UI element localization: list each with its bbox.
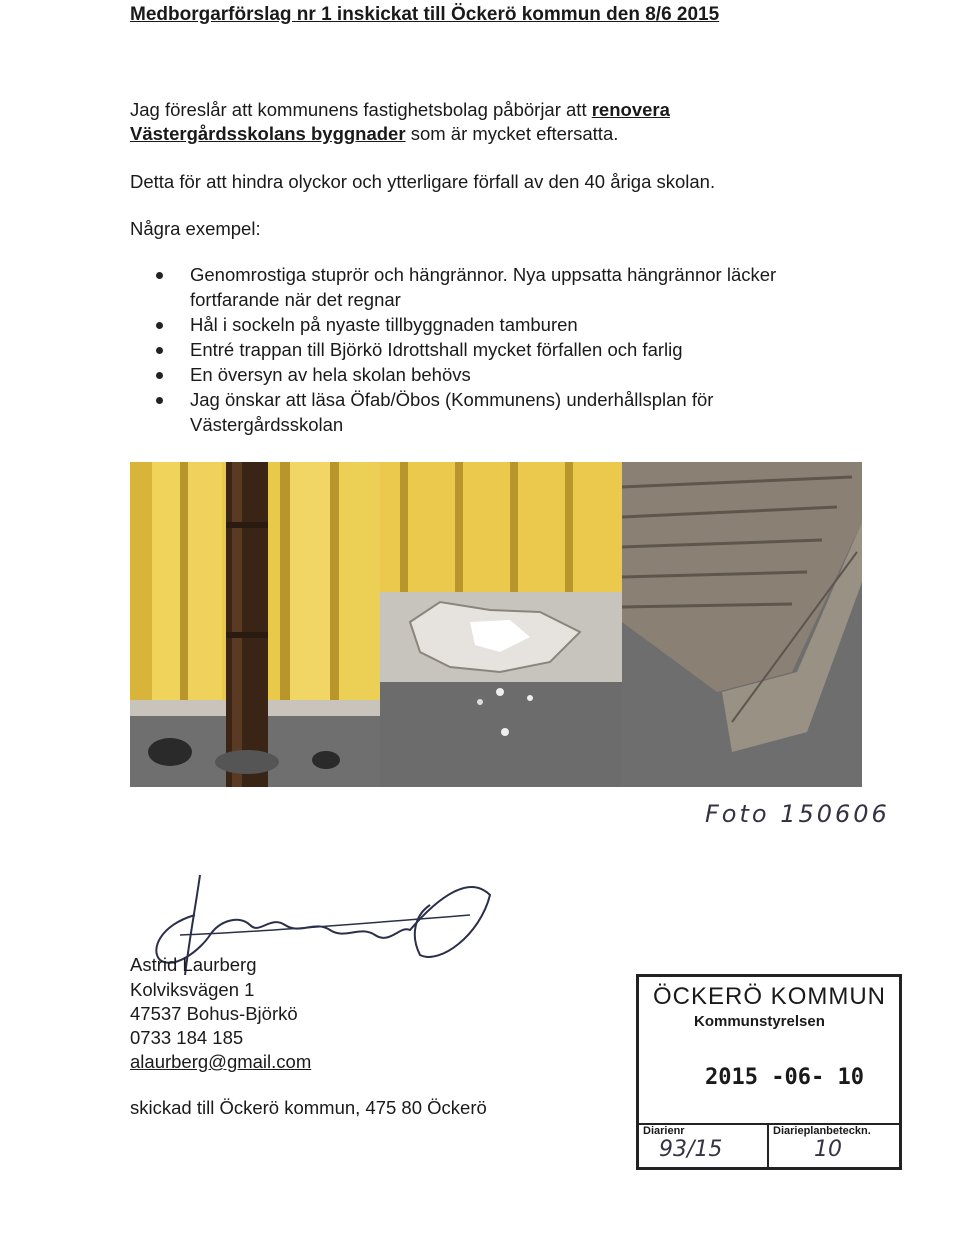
intro-line-1	[130, 98, 670, 122]
stamp-date: 2015 -06- 10	[705, 1065, 864, 1090]
downpipe-image	[130, 462, 380, 787]
sender-phone: 0733 184 185	[130, 1027, 244, 1048]
intro-emphasis-renovera: renovera	[591, 99, 670, 120]
list-item: Genomrostiga stuprör och hängrännor. Nya uppsatta hängrännor läcker fortfarande när det regnar	[190, 262, 850, 312]
list-item: Entré trappan till Björkö Idrottshall mycket förfallen och farlig	[190, 337, 850, 362]
stamp-diarieplan-label: Diarieplanbeteckn.	[773, 1125, 871, 1137]
sender-name: Astrid Laurberg	[130, 954, 257, 975]
plinth-image	[380, 462, 622, 787]
list-item: Jag önskar att läsa Öfab/Öbos (Kommunens) underhållsplan för Västergårdsskolan	[190, 387, 850, 437]
intro-line-2	[130, 122, 618, 146]
stairs-image	[622, 462, 862, 787]
stamp-diarienr-value: 93/15	[659, 1137, 723, 1162]
sent-to-text: skickad till Öckerö kommun, 475 80 Öckerö	[130, 1097, 487, 1118]
document-title: Medborgarförslag nr 1 inskickat till Öckerö kommun den 8/6 2015	[130, 4, 720, 25]
list-item: Hål i sockeln på nyaste tillbyggnaden tamburen	[190, 312, 850, 337]
stamp-org: ÖCKERÖ KOMMUN	[653, 983, 887, 1010]
photo-stairs	[622, 462, 862, 787]
list-item: En översyn av hela skolan behövs	[190, 362, 850, 387]
intro-text: Jag föreslår att kommunens fastighetsbolag påbörjar att	[130, 99, 592, 120]
received-stamp	[636, 974, 902, 1170]
sender-street: Kolviksvägen 1	[130, 979, 255, 1000]
stamp-diarienr-label: Diarienr	[643, 1125, 685, 1137]
sender-email-link[interactable]: alaurberg@gmail.com	[130, 1051, 312, 1072]
stamp-dept: Kommunstyrelsen	[694, 1013, 825, 1030]
stamp-diarieplan-value: 10	[814, 1137, 842, 1162]
photo-date-note: Foto 150606	[705, 800, 890, 828]
intro-text-2: som är mycket eftersatta.	[405, 123, 619, 144]
examples-list	[130, 262, 850, 437]
purpose-text: Detta för att hindra olyckor och ytterligare förfall av den 40 åriga skolan.	[130, 171, 716, 192]
sender-postal: 47537 Bohus-Björkö	[130, 1003, 298, 1024]
examples-label: Några exempel:	[130, 218, 261, 239]
photo-plinth-hole	[380, 462, 622, 787]
photo-downpipe	[130, 462, 380, 787]
intro-emphasis-buildings: Västergårdsskolans byggnader	[130, 123, 406, 144]
